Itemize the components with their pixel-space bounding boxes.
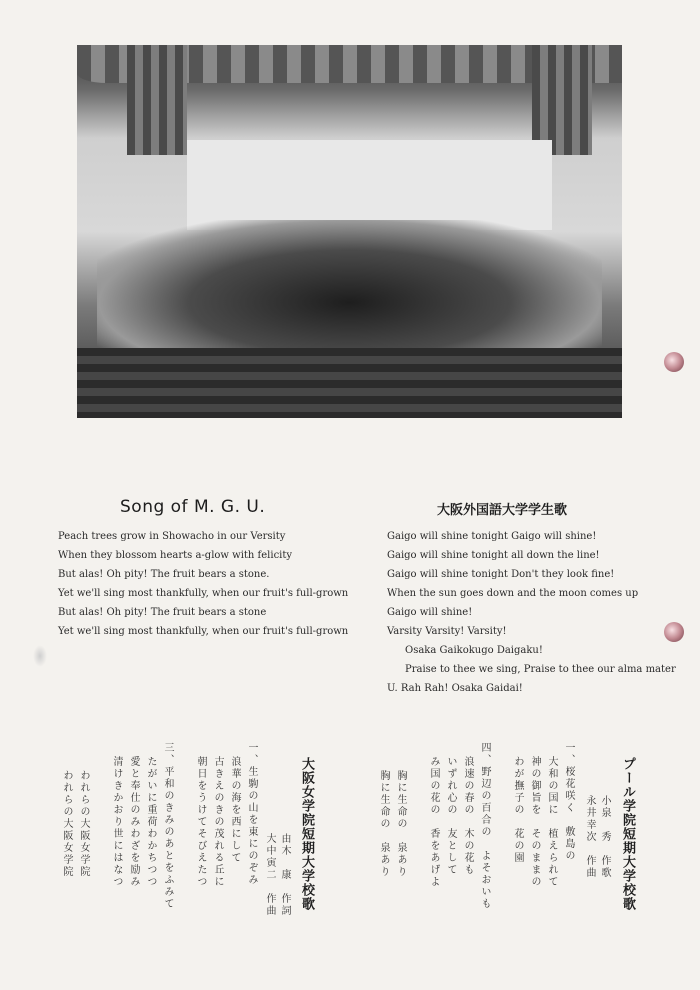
song-mgu-lyrics [58, 527, 348, 641]
verse-line: 一、桜花咲く 敷島の [563, 742, 574, 862]
paper-smudge [33, 645, 47, 667]
song-jogakuin-composer: 大中寅二 作曲 [264, 833, 275, 917]
verse-line: 大和の国に 植えられて [546, 756, 557, 888]
verse-line: 胸に生命の 泉あり [395, 770, 406, 878]
verse-line: み国の花の 香をあげよ [428, 756, 439, 888]
verse-line: 胸に生命の 泉あり [378, 770, 389, 878]
verse-line: われらの大阪女学院 [78, 770, 89, 878]
verse-line: 愛と奉仕のみわざを励み [128, 756, 139, 888]
song-mgu-title: Song of M. G. U. [120, 497, 266, 517]
verse-line: いずれ心の 友として [445, 756, 456, 876]
song-poole-composer: 永井幸次 作曲 [584, 795, 595, 879]
lyric-line: Gaigo will shine tonight Don't they look fine! [387, 569, 615, 580]
binder-hole-top [664, 352, 684, 372]
stage-wall [187, 140, 552, 230]
verse-line: 三、平和のきみのあとをふみて [162, 742, 173, 910]
right-drape [532, 45, 592, 155]
lyric-line: Varsity Varsity! Varsity! [387, 626, 507, 637]
song-jogakuin-title: 大阪女学院短期大学校歌 [299, 757, 314, 911]
lyric-line: But alas! Oh pity! The fruit bears a stone [58, 607, 267, 618]
lyric-line: Gaigo will shine tonight Gaigo will shine! [387, 531, 597, 542]
verse-line: 清けきかおり世にはなつ [111, 756, 122, 888]
verse-line: 神の御旨を そのままの [529, 756, 540, 888]
verse-line: われらの大阪女学院 [61, 770, 72, 878]
lyric-line: When they blossom hearts a-glow with felicity [58, 550, 293, 561]
verse-line: 四、野辺の百合の よそおいも [479, 742, 490, 910]
stage-steps [77, 348, 622, 418]
song-jogakuin-lyricist: 由木 康 作詞 [279, 833, 290, 917]
verse-line: たがいに重荷わかちつつ [145, 756, 156, 888]
song-poole-lyricist: 小泉 秀 作歌 [599, 795, 610, 879]
lyric-line: But alas! Oh pity! The fruit bears a stone. [58, 569, 270, 580]
verse-line: 一、生駒の山を東にのぞみ [246, 742, 257, 886]
lyric-line: Praise to thee we sing, Praise to thee our alma mater [405, 664, 676, 675]
left-drape [127, 45, 187, 155]
song-gaidai-title: 大阪外国語大学学生歌 [437, 503, 568, 518]
verse-line: 浪速の春の 木の花も [462, 756, 473, 876]
lyric-line: Gaigo will shine tonight all down the line! [387, 550, 600, 561]
song-gaidai-lyrics [387, 527, 676, 698]
lyric-line: Gaigo will shine! [387, 607, 473, 618]
lyric-line: When the sun goes down and the moon comes up [387, 588, 639, 599]
verse-line: わが撫子の 花の園 [512, 756, 523, 864]
verse-line: 朝日をうけてそびえたつ [195, 756, 206, 888]
lyric-line: U. Rah Rah! Osaka Gaidai! [387, 683, 523, 694]
group-photo [77, 45, 622, 418]
lyric-line: Osaka Gaikokugo Daigaku! [405, 645, 543, 656]
lyric-line: Peach trees grow in Showacho in our Versity [58, 531, 286, 542]
song-poole-title: プール学院短期大学校歌 [620, 757, 635, 911]
verse-line: 浪華の海を西にして [229, 756, 240, 864]
lyric-line: Yet we'll sing most thankfully, when our fruit's full-grown [58, 626, 349, 637]
lyric-line: Yet we'll sing most thankfully, when our fruit's full-grown [58, 588, 349, 599]
verse-line: 古きえのきの茂れる丘に [212, 756, 223, 888]
